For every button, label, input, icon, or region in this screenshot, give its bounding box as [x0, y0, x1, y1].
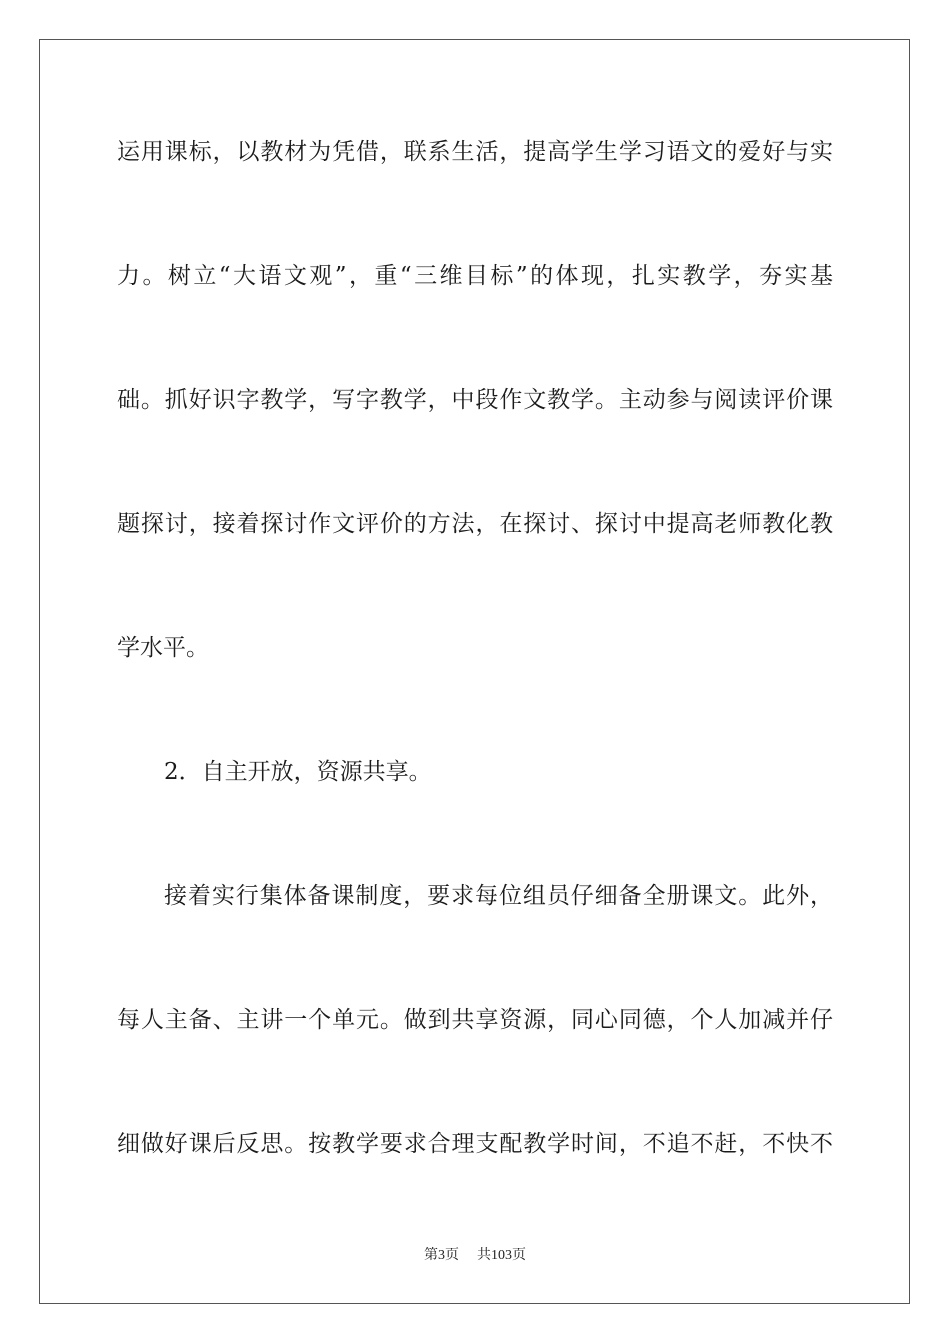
body-line-4: 题探讨，接着探讨作文评价的方法，在探讨、探讨中提高老师教化教	[117, 511, 833, 537]
page-frame	[39, 39, 910, 1304]
page-footer	[0, 1247, 950, 1265]
body-line-9: 细做好课后反思。按教学要求合理支配教学时间，不追不赶，不快不	[117, 1131, 833, 1157]
section-heading: 2．自主开放，资源共享。	[164, 759, 432, 785]
page-number: 第3页	[424, 1248, 459, 1263]
body-line-2: 力。树立“大语文观”，重“三维目标”的体现，扎实教学，夯实基	[117, 263, 833, 289]
body-line-7: 接着实行集体备课制度，要求每位组员仔细备全册课文。此外，	[164, 883, 833, 909]
body-line-1: 运用课标，以教材为凭借，联系生活，提高学生学习语文的爱好与实	[117, 139, 833, 165]
total-pages: 共103页	[477, 1248, 526, 1263]
body-line-3: 础。抓好识字教学，写字教学，中段作文教学。主动参与阅读评价课	[117, 387, 833, 413]
body-line-5: 学水平。	[117, 635, 209, 661]
body-line-8: 每人主备、主讲一个单元。做到共享资源，同心同德，个人加减并仔	[117, 1007, 833, 1033]
